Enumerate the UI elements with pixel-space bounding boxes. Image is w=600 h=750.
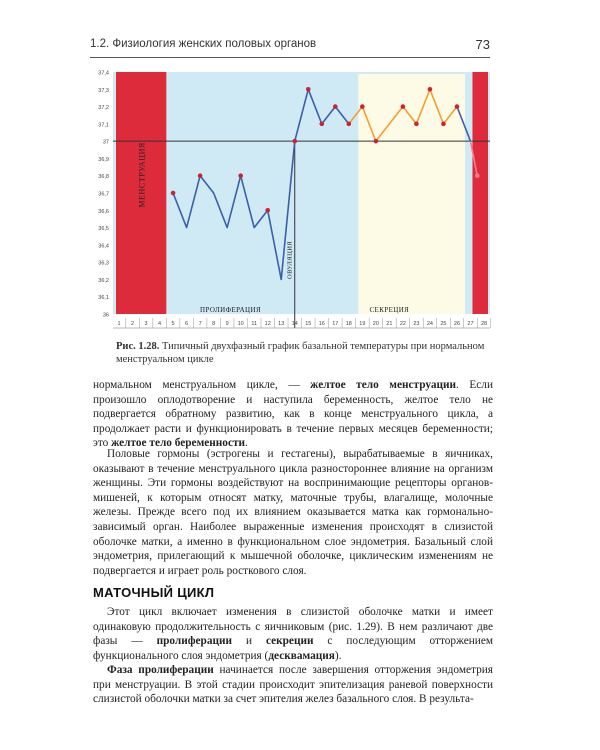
term-menstrual-corpus-luteum: желтое тело менструации bbox=[310, 379, 457, 391]
y-tick-label: 36,3 bbox=[98, 260, 109, 267]
x-tick-label: 19 bbox=[359, 321, 366, 327]
x-tick-label: 18 bbox=[345, 321, 352, 327]
y-tick-label: 36,9 bbox=[98, 156, 109, 163]
y-tick-label: 36,1 bbox=[98, 295, 109, 302]
x-tick-label: 10 bbox=[237, 321, 244, 327]
p2-text: Половые гормоны (эстрогены и гестагены), вырабатываемые в яичниках, оказывают в течение менструального цикла разностороннее влияние на организм женщины. Эти гормоны воздействуют на воспринимающие рецепторы органов-мишеней, к которым относят матку, маточные трубы, влагалище, молочные железы. Прежде всего под их влиянием оказывается матка как гормонально-зависимый орган. Наиболее выраженные изменения происходят в слизистой оболочке матки, а именно в функциональном слое эндометрия. Базальный слой эндометрия, прилегающий к мышечной оболочке, циклическим изменениям не подвергается и играет роль росткового слоя. bbox=[93, 448, 493, 577]
caption-label: Рис. 1.28. bbox=[116, 341, 160, 352]
data-point bbox=[401, 104, 406, 109]
x-tick-label: 16 bbox=[318, 321, 325, 327]
x-tick-label: 20 bbox=[372, 321, 379, 327]
data-point bbox=[360, 104, 365, 109]
paragraph-1 bbox=[93, 378, 493, 451]
running-header bbox=[90, 38, 490, 54]
paragraph-3 bbox=[93, 605, 493, 663]
x-tick-label: 7 bbox=[198, 321, 202, 327]
x-tick-label: 23 bbox=[413, 321, 420, 327]
y-tick-label: 36,7 bbox=[98, 191, 109, 198]
data-point bbox=[347, 122, 352, 127]
paragraph-2 bbox=[93, 447, 493, 578]
page-number: 73 bbox=[475, 37, 490, 52]
data-point bbox=[171, 191, 176, 196]
y-tick-label: 37 bbox=[102, 139, 109, 146]
x-tick-label: 24 bbox=[426, 321, 433, 327]
data-point bbox=[333, 104, 338, 109]
next-menstruation-band bbox=[472, 72, 488, 314]
proliferation-label: ПРОЛИФЕРАЦИЯ bbox=[200, 306, 262, 314]
data-point bbox=[265, 208, 270, 213]
secretion-band bbox=[358, 74, 465, 314]
y-tick-label: 36,2 bbox=[98, 277, 109, 284]
figure-caption bbox=[116, 340, 496, 366]
x-tick-label: 3 bbox=[144, 321, 148, 327]
y-tick-label: 37,3 bbox=[98, 87, 109, 94]
x-tick-label: 12 bbox=[264, 321, 271, 327]
y-tick-label: 36,5 bbox=[98, 226, 109, 233]
y-tick-label: 36,4 bbox=[98, 243, 109, 250]
x-tick-label: 27 bbox=[467, 321, 474, 327]
p3-text-a: Этот цикл включает изменения в слизистой оболочке матки и имеет одинаковую продолжительность с яичниковым (рис. 1.29). В нем различают две фазы — bbox=[93, 606, 493, 648]
basal-temperature-chart bbox=[90, 62, 500, 337]
data-point bbox=[306, 87, 311, 92]
x-tick-label: 9 bbox=[225, 321, 229, 327]
data-point bbox=[475, 173, 480, 178]
p1-text-d: . bbox=[245, 437, 248, 450]
data-point bbox=[428, 87, 433, 92]
x-tick-label: 26 bbox=[453, 321, 461, 327]
x-tick-label: 25 bbox=[440, 321, 447, 327]
y-tick-label: 36,8 bbox=[98, 174, 109, 181]
x-tick-label: 5 bbox=[171, 321, 175, 327]
x-tick-label: 8 bbox=[212, 321, 216, 327]
p1-text-c: . Если произошло оплодотворение и наступила беременность, желтое тело не подвергается обратному развитию, как в конце менструального цикла, а продолжает расти и функционировать в течение первых месяцев беременности; это bbox=[93, 379, 493, 450]
data-point bbox=[414, 122, 419, 127]
paragraph-4 bbox=[93, 663, 493, 707]
x-tick-label: 11 bbox=[251, 321, 258, 327]
p3-text-c: и bbox=[232, 635, 266, 648]
p1-text-a: нормальном менструальном цикле, — bbox=[93, 379, 311, 391]
x-tick-label: 13 bbox=[278, 321, 285, 327]
secretion-label: СЕКРЕЦИЯ bbox=[369, 306, 410, 314]
data-point bbox=[198, 173, 203, 178]
term-proliferation-phase: Фаза пролиферации bbox=[107, 664, 214, 676]
y-tick-label: 37,2 bbox=[98, 105, 109, 112]
data-point bbox=[455, 104, 460, 109]
ovulation-label: ОВУЛЯЦИЯ bbox=[286, 240, 294, 280]
data-point bbox=[319, 122, 324, 127]
x-tick-label: 4 bbox=[158, 321, 162, 327]
x-tick-label: 6 bbox=[185, 321, 189, 327]
x-tick-label: 2 bbox=[130, 321, 135, 327]
x-tick-label: 15 bbox=[305, 321, 312, 327]
term-pregnancy-corpus-luteum: желтое тело беременности bbox=[111, 437, 246, 450]
menstruation-label: МЕНСТРУАЦИЯ bbox=[137, 142, 147, 208]
x-tick-label: 14 bbox=[291, 321, 298, 327]
y-tick-label: 37,4 bbox=[98, 70, 109, 77]
data-point bbox=[441, 122, 446, 127]
x-tick-label: 22 bbox=[399, 321, 406, 327]
term-proliferation: пролиферации bbox=[156, 635, 233, 648]
running-title: 1.2. Физиология женских половых органов bbox=[90, 38, 317, 50]
y-tick-label: 37,1 bbox=[98, 122, 109, 129]
y-tick-label: 36,6 bbox=[98, 208, 109, 215]
data-point bbox=[292, 139, 297, 144]
p3-text-e: ). bbox=[334, 649, 342, 662]
section-heading: МАТОЧНЫЙ ЦИКЛ bbox=[93, 585, 215, 600]
term-desquamation: десквамация bbox=[268, 649, 335, 662]
data-point bbox=[238, 173, 243, 178]
term-secretion: секреции bbox=[265, 635, 314, 648]
header-rule bbox=[90, 57, 490, 58]
x-tick-label: 28 bbox=[480, 321, 488, 327]
data-point bbox=[374, 139, 379, 144]
x-tick-label: 1 bbox=[117, 321, 121, 327]
x-tick-label: 21 bbox=[386, 321, 393, 327]
p3-text-d: с последующим отторжением функционального слоя эндометрия ( bbox=[93, 635, 493, 662]
caption-text: Типичный двухфазный график базальной температуры при нормальном менструальном цикле bbox=[116, 341, 485, 365]
y-tick-label: 36 bbox=[102, 312, 109, 319]
x-tick-label: 17 bbox=[332, 321, 339, 327]
p4-text-a: начинается после завершения отторжения эндометрия при менструации. В этой стадии происходит эпителизация раневой поверхности слизистой оболочки матки за счет эпителия желез базального слоя. В результа- bbox=[93, 664, 493, 706]
